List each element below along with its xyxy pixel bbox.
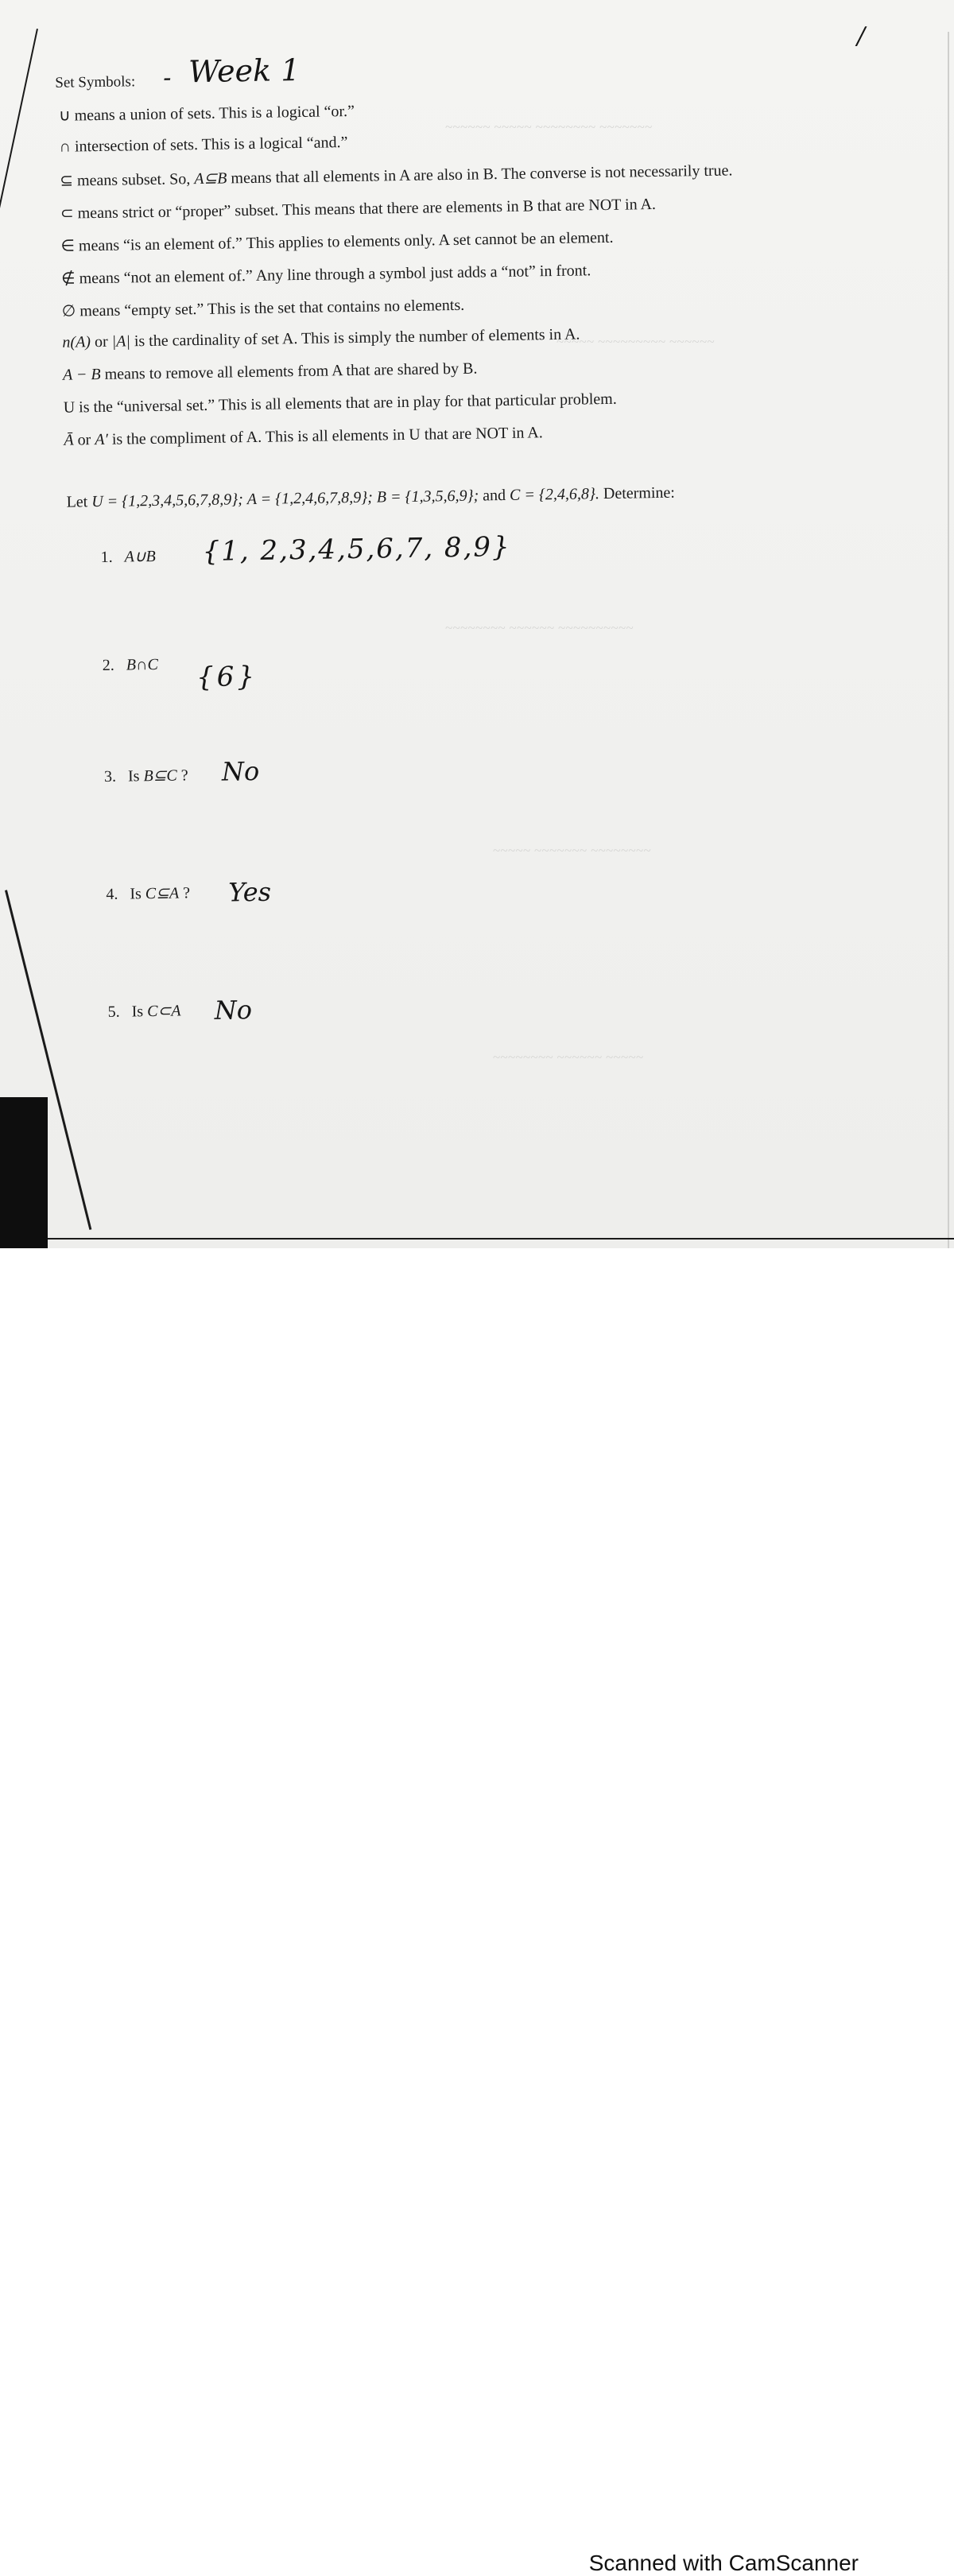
definition-cardinality [62,325,580,351]
question-suffix: ? [177,766,188,784]
question-5 [107,1000,180,1021]
bleed-through-texture: ~~~~~ ~~~~~~~~~ ~~~~~~ [556,334,715,350]
math-expression: n(A) [62,333,91,351]
question-number: 1. [101,549,113,566]
definition-subset [60,160,733,190]
definition-text: means a union of sets. This is a logical “or.” [74,103,355,125]
scan-footer [0,1248,954,1350]
definition-complement [64,424,543,449]
handwritten-answer-5: No [214,995,252,1026]
definition-text: or [91,333,112,351]
definition-text: is the compliment of A. This is all elements in U that are NOT in A. [108,424,543,448]
definition-intersection [59,134,347,157]
definition-text: or [73,431,95,448]
camscanner-watermark: Scanned with CamScanner [589,2551,859,2576]
bleed-through-texture: ~~~~~ ~~~~~~~ ~~~~~~~~ [493,843,651,859]
question-3 [104,765,188,786]
handwritten-week-label: Week 1 [188,52,301,89]
definition-text: intersection of sets. This is a logical “and.” [75,134,348,155]
question-number: 2. [103,657,114,674]
question-expression: A∪B [125,548,156,566]
question-number: 3. [104,768,116,786]
question-2 [103,656,158,675]
set-b-definition: B = {1,3,5,6,9}; [377,487,479,506]
handwritten-dash: - [163,64,172,92]
empty-set-symbol: ∅ [62,302,76,320]
bleed-through-texture: ~~~~~~~~ ~~~~~~ ~~~~~~~~~~ [445,620,634,636]
handwritten-answer-4: Yes [228,877,271,908]
definition-text: means “empty set.” This is the set that contains no elements. [80,297,464,320]
problem-determine: Determine: [603,484,675,502]
question-4 [106,883,190,904]
math-expression: A⊆B [194,169,227,188]
bleed-through-texture: ~~~~~~ ~~~~~ ~~~~~~~~ ~~~~~~~ [445,119,653,135]
question-1 [100,546,155,567]
definition-empty-set [62,295,465,321]
proper-subset-symbol: ⊂ [60,204,74,222]
question-prefix: Is [128,767,144,785]
document-body [0,0,954,1248]
definition-text: is the cardinality of set A. This is simply the number of elements in A. [130,325,580,350]
universal-set-definition: U = {1,2,3,4,5,6,7,8,9}; [91,491,243,510]
handwritten-answer-1: {1, 2,3,4,5,6,7, 8,9} [202,531,511,568]
math-expression: A − B [63,366,101,384]
question-prefix: Is [132,1003,148,1020]
definition-difference [63,360,478,385]
math-expression: |A| [111,332,130,350]
page-title: Set Symbols: [55,73,135,92]
definition-text: means strict or “proper” subset. This means that there are elements in B that are NOT in A. [77,196,656,222]
bleed-through-texture: ~~~~~~~~ ~~~~~~ ~~~~~ [493,1049,644,1065]
question-expression: C⊂A [147,1002,181,1020]
corner-tick-mark: / [857,22,865,50]
subset-symbol: ⊆ [60,172,73,189]
question-suffix: ? [179,884,190,902]
set-a-definition: A = {1,2,4,6,7,8,9}; [247,489,373,508]
intersection-symbol: ∩ [59,138,71,156]
problem-let: Let [66,493,91,510]
definition-not-element-of [61,260,591,288]
question-number: 5. [108,1003,120,1021]
definition-universal-set [64,390,617,417]
question-prefix: Is [130,885,145,902]
math-expression: A′ [95,431,108,448]
handwritten-answer-3: No [222,756,260,787]
union-symbol: ∪ [59,107,71,125]
element-of-symbol: ∈ [60,237,75,254]
question-expression: C⊆A [145,885,180,903]
question-expression: B⊆C [143,767,177,786]
definition-text: U is the “universal set.” This is all elements that are in play for that particular problem. [64,390,617,417]
definition-text: means subset. So, [77,170,195,189]
set-c-definition: C = {2,4,6,8}. [510,485,599,504]
definition-text: means that all elements in A are also in B. The converse is not necessarily true. [227,161,732,187]
scanned-sheet [0,0,954,1248]
definition-text: means “is an element of.” This applies to elements only. A set cannot be an element. [79,229,614,255]
definition-text: means to remove all elements from A that are shared by B. [100,360,477,383]
question-expression: B∩C [126,656,158,674]
math-expression: Ā [64,432,74,449]
definition-element-of [60,227,613,256]
not-element-of-symbol: ∉ [61,270,76,287]
question-number: 4. [106,886,118,903]
definition-union [59,101,355,126]
definition-proper-subset [60,194,656,223]
definition-text: means “not an element of.” Any line through a symbol just adds a “not” in front. [79,262,591,287]
problem-and: and [483,487,506,504]
handwritten-answer-2: {6} [196,661,258,693]
problem-statement [66,484,675,512]
